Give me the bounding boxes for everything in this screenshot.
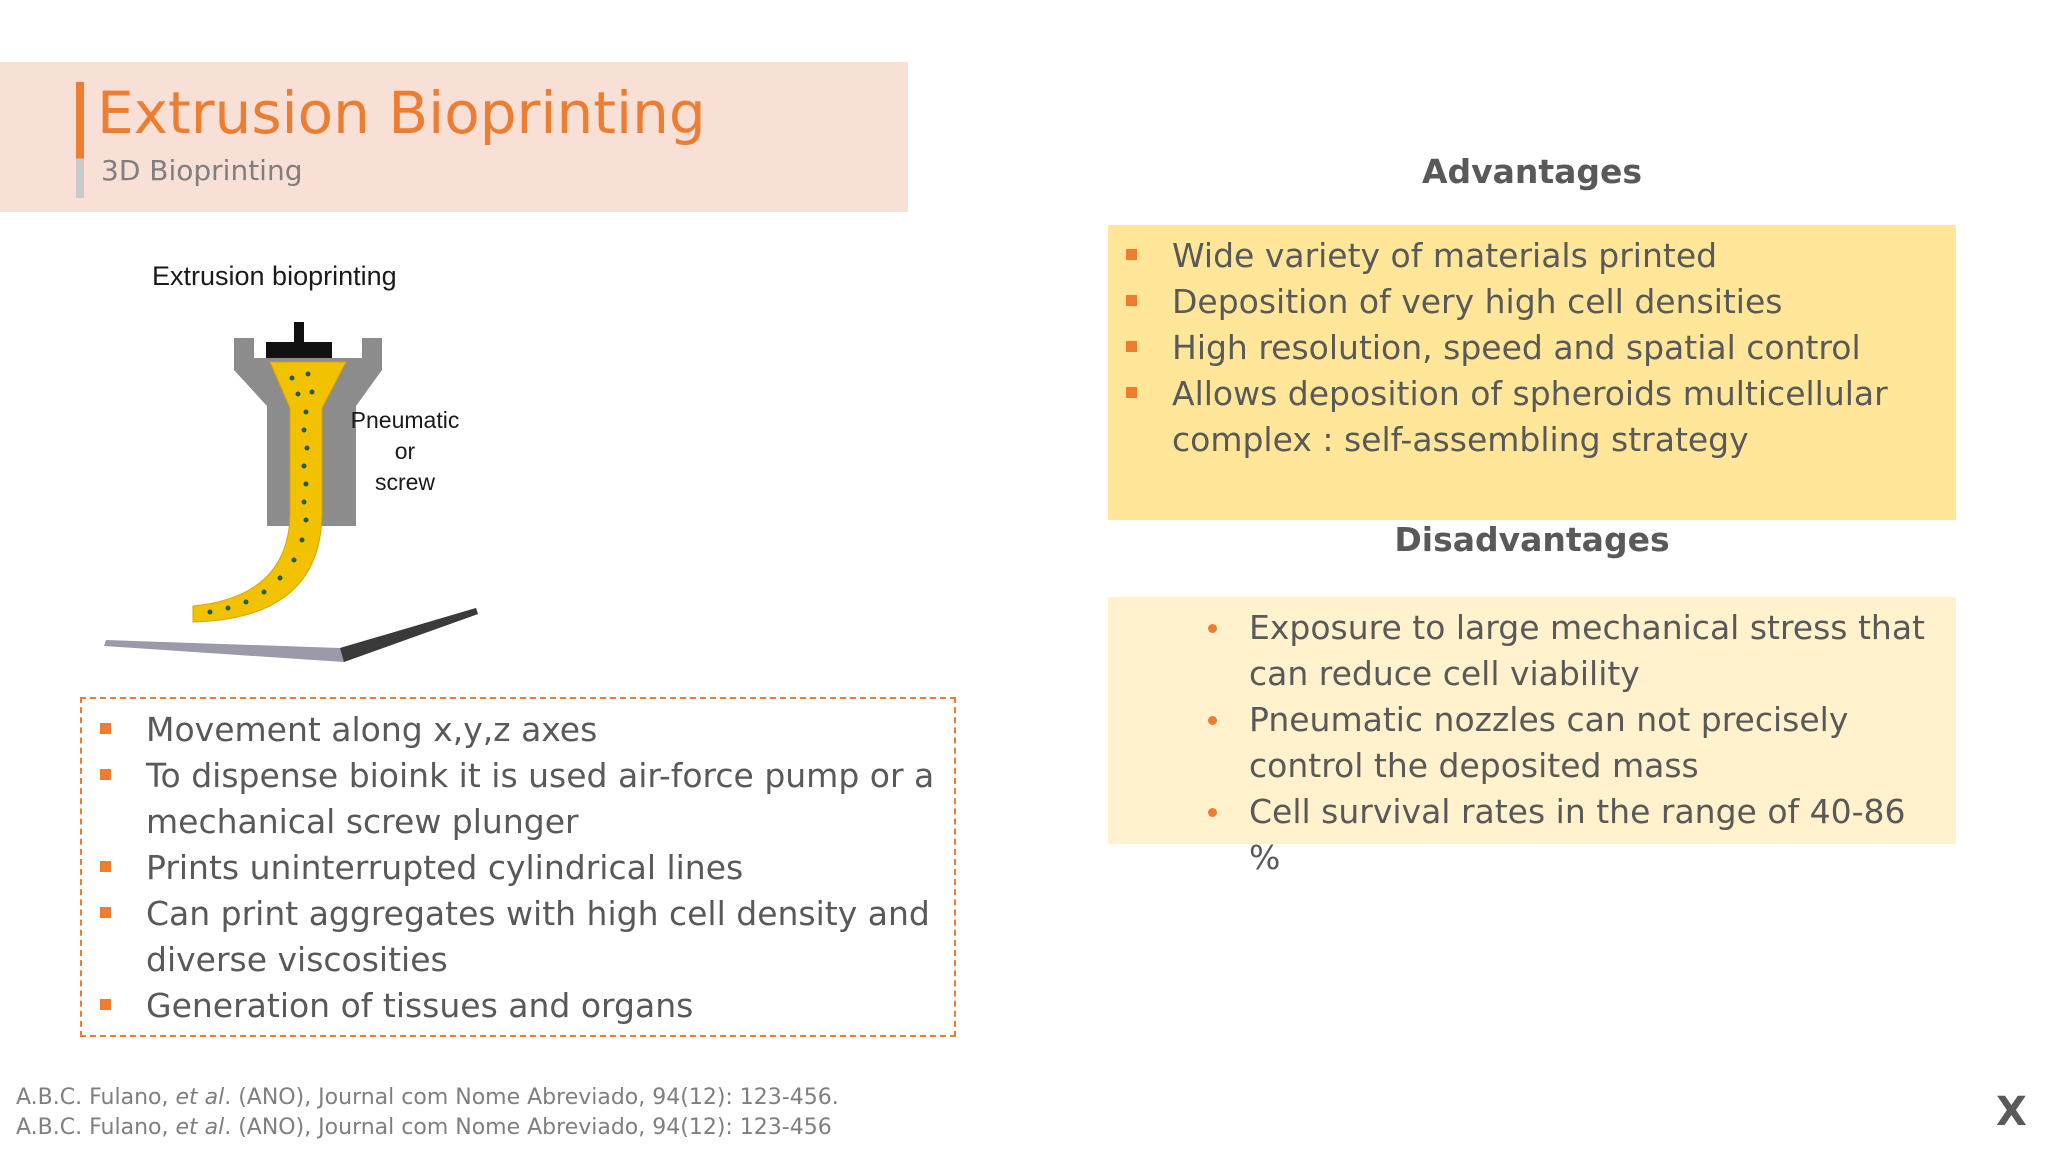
list-item: Allows deposition of spheroids multicellular complex : self-assembling strategy (1124, 371, 1944, 463)
citation-authors: A.B.C. Fulano, (16, 1085, 176, 1110)
print-bed (104, 608, 478, 662)
list-item: Pneumatic nozzles can not precisely control the deposited mass (1200, 697, 1940, 789)
list-item: Wide variety of materials printed (1124, 233, 1944, 279)
list-item: Deposition of very high cell densities (1124, 279, 1944, 325)
list-item: Can print aggregates with high cell density and diverse viscosities (98, 891, 938, 983)
citation (16, 1114, 832, 1142)
list-item: Generation of tissues and organs (98, 983, 938, 1029)
disadvantages-list (1200, 605, 1940, 881)
features-list (98, 707, 938, 1029)
extrusion-bioprinting-illustration (100, 250, 500, 680)
or-label: or (394, 438, 416, 464)
close-button[interactable]: X (1996, 1089, 2027, 1135)
advantages-heading: Advantages (1421, 152, 1643, 191)
citation-etal: et al (175, 1085, 225, 1110)
citation-rest: . (ANO), Journal com Nome Abreviado, 94(12): 123-456 (224, 1115, 832, 1140)
screw-label: screw (374, 469, 436, 495)
print-bed-edge (340, 608, 478, 662)
citation-authors: A.B.C. Fulano, (16, 1115, 176, 1140)
title-accent-bar (76, 82, 84, 198)
list-item: Prints uninterrupted cylindrical lines (98, 845, 938, 891)
page-title: Extrusion Bioprinting (97, 79, 706, 147)
pneumatic-label: Pneumatic (350, 407, 460, 433)
disadvantages-heading: Disadvantages (1394, 520, 1670, 559)
list-item: Cell survival rates in the range of 40-86 % (1200, 789, 1940, 881)
page-subtitle: 3D Bioprinting (101, 154, 303, 187)
advantages-box (1108, 225, 1956, 520)
citation (16, 1084, 839, 1112)
list-item: High resolution, speed and spatial control (1124, 325, 1944, 371)
list-item: Exposure to large mechanical stress that can reduce cell viability (1200, 605, 1940, 697)
figure-caption: Extrusion bioprinting (152, 261, 397, 291)
features-box (80, 697, 956, 1037)
disadvantages-box (1108, 597, 1956, 877)
list-item: To dispense bioink it is used air-force pump or a mechanical screw plunger (98, 753, 938, 845)
citation-rest: . (ANO), Journal com Nome Abreviado, 94(12): 123-456. (224, 1085, 839, 1110)
plunger-head (266, 342, 332, 358)
list-item: Movement along x,y,z axes (98, 707, 938, 753)
advantages-list (1124, 233, 1944, 463)
citation-etal: et al (175, 1115, 225, 1140)
